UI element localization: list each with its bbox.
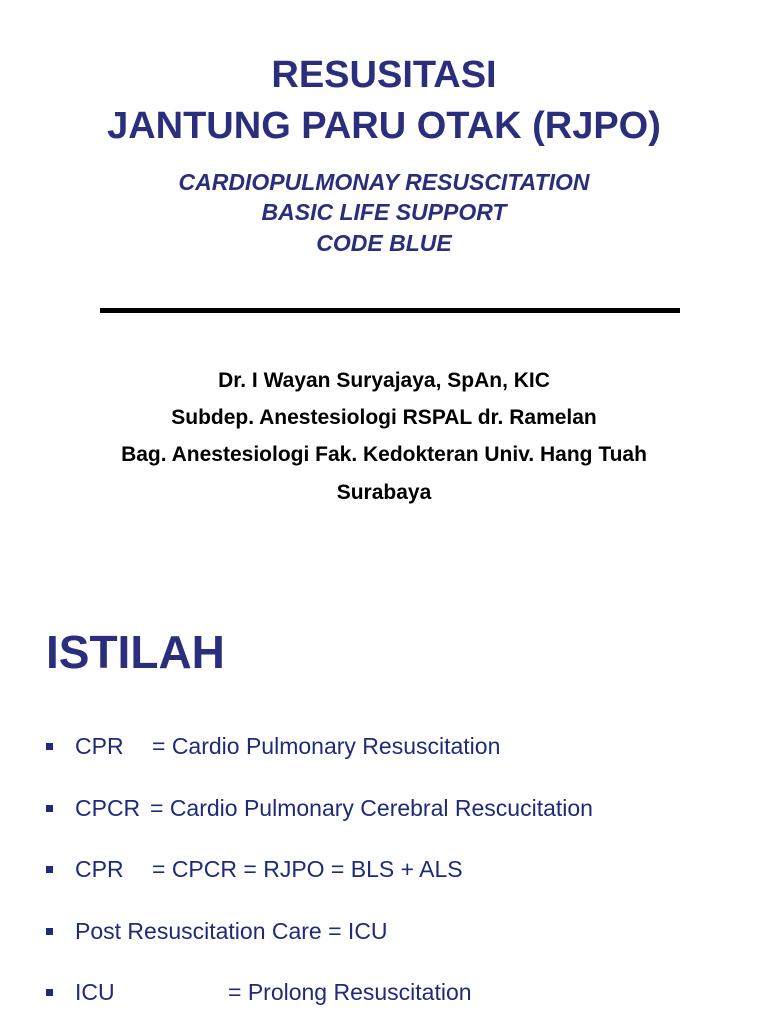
list-item xyxy=(46,916,746,946)
bullet-square-icon xyxy=(46,928,53,935)
author-city: Surabaya xyxy=(336,481,432,504)
bullet-definition: = Cardio Pulmonary Cerebral Rescucitation xyxy=(150,795,593,821)
author-name: Dr. I Wayan Suryajaya, SpAn, KIC xyxy=(218,369,550,392)
list-item xyxy=(46,854,746,884)
bullet-term: ICU xyxy=(75,979,115,1005)
section-heading: ISTILAH xyxy=(46,626,225,678)
subtitle-1: CARDIOPULMONAY RESUSCITATION xyxy=(178,169,590,195)
subtitle-2: BASIC LIFE SUPPORT xyxy=(261,199,507,225)
list-item xyxy=(46,731,746,761)
title-line-2: JANTUNG PARU OTAK (RJPO) xyxy=(107,105,661,147)
bullet-definition: = CPCR = RJPO = BLS + ALS xyxy=(152,856,463,882)
bullet-term: CPR xyxy=(75,856,124,882)
bullet-term: CPR xyxy=(75,733,124,759)
bullet-square-icon xyxy=(46,866,53,873)
divider-rule xyxy=(100,308,680,313)
subtitle-3: CODE BLUE xyxy=(316,230,452,256)
bullet-square-icon xyxy=(46,743,53,750)
bullet-definition: = Prolong Resuscitation xyxy=(228,979,472,1005)
bullet-term: CPCR xyxy=(75,795,141,821)
bullet-square-icon xyxy=(46,805,53,812)
terms-slide xyxy=(0,560,768,1024)
author-affiliation-1: Subdep. Anestesiologi RSPAL dr. Ramelan xyxy=(171,406,597,429)
bullet-definition: = Cardio Pulmonary Resuscitation xyxy=(152,733,501,759)
list-item xyxy=(46,793,746,823)
author-affiliation-2: Bag. Anestesiologi Fak. Kedokteran Univ. Hang Tuah xyxy=(121,443,647,466)
bullet-definition: Post Resuscitation Care = ICU xyxy=(75,918,388,944)
bullet-square-icon xyxy=(46,989,53,996)
list-item xyxy=(46,977,746,1007)
title-line-1: RESUSITASI xyxy=(271,54,497,96)
